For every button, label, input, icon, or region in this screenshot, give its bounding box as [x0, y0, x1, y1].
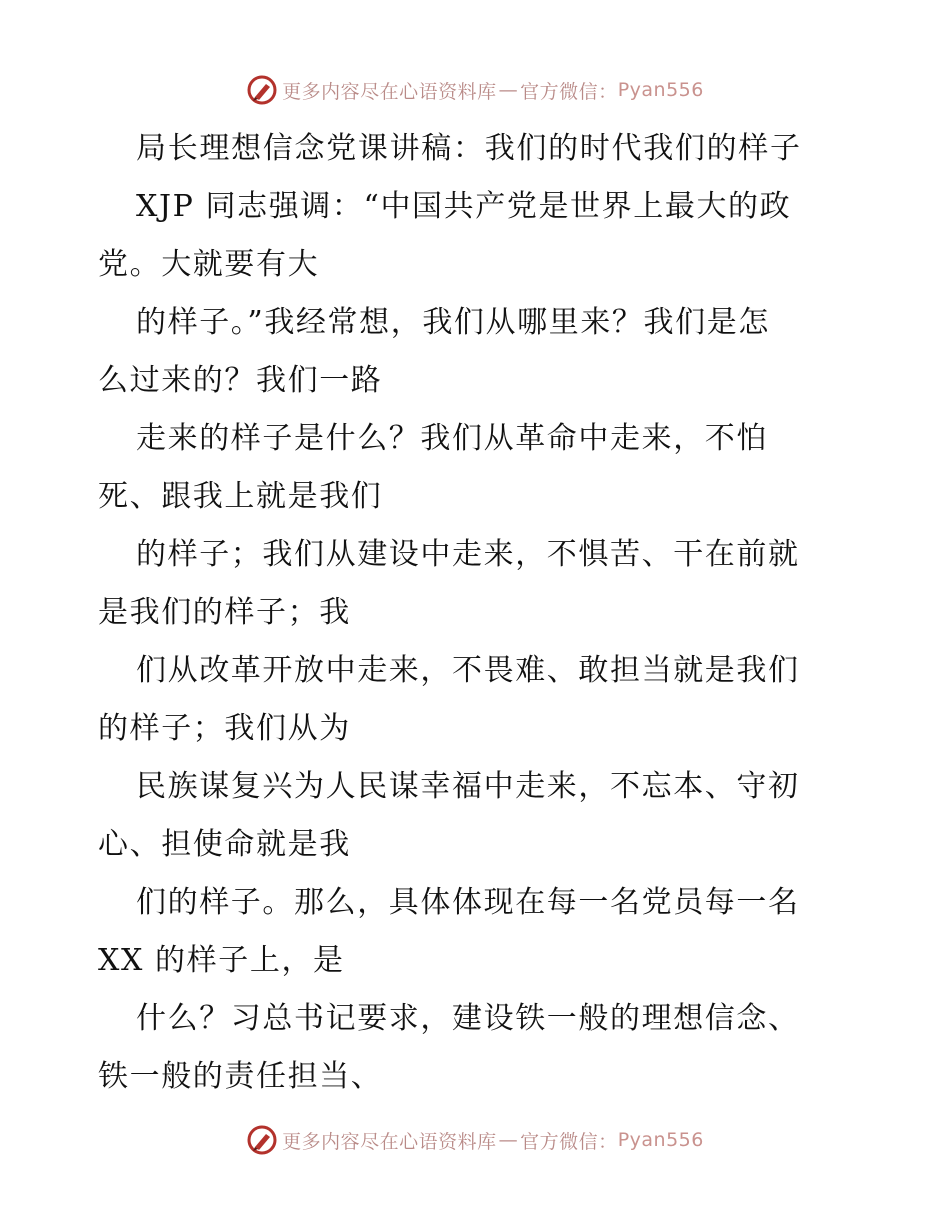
body-line: 的样子。”我经常想，我们从哪里来？我们是怎 — [136, 305, 770, 340]
watermark-wechat-id: Pyan556 — [617, 1129, 704, 1151]
body-line: XX 的样子上，是 — [98, 943, 345, 978]
body-line: 铁一般的责任担当、 — [98, 1059, 383, 1094]
watermark-text: 更多内容尽在心语资料库 — [282, 1130, 497, 1153]
footer-watermark — [0, 1122, 950, 1158]
body-line: 民族谋复兴为人民谋幸福中走来，不忘本、守初 — [136, 769, 800, 804]
pen-logo-icon — [246, 74, 278, 106]
watermark-separator: — — [498, 79, 519, 101]
body-line: 什么？习总书记要求，建设铁一般的理想信念、 — [136, 1001, 800, 1036]
body-line: 走来的样子是什么？我们从革命中走来，不怕 — [136, 421, 768, 456]
body-line: 们从改革开放中走来，不畏难、敢担当就是我们 — [136, 653, 800, 688]
body-line: 么过来的？我们一路 — [98, 363, 383, 398]
body-line: 心、担使命就是我 — [98, 827, 351, 862]
watermark-wechat-label: 官方微信： — [520, 1130, 618, 1153]
body-line: 的样子；我们从为 — [98, 711, 351, 746]
body-line: XJP 同志强调：“中国共产党是世界上最大的政 — [136, 189, 792, 224]
watermark-text: 更多内容尽在心语资料库 — [282, 80, 497, 103]
document-body — [98, 120, 850, 1106]
pen-logo-icon — [246, 1124, 278, 1156]
body-line: 死、跟我上就是我们 — [98, 479, 383, 514]
document-title: 局长理想信念党课讲稿：我们的时代我们的样子 — [136, 131, 802, 166]
body-line: 党。大就要有大 — [98, 247, 320, 282]
body-line: 的样子；我们从建设中走来，不惧苦、干在前就 — [136, 537, 800, 572]
watermark-wechat-label: 官方微信： — [520, 80, 618, 103]
body-line: 们的样子。那么，具体体现在每一名党员每一名 — [136, 885, 800, 920]
watermark-wechat-id: Pyan556 — [617, 79, 704, 101]
header-watermark — [0, 72, 950, 108]
body-line: 是我们的样子；我 — [98, 595, 351, 630]
watermark-separator: — — [498, 1129, 519, 1151]
